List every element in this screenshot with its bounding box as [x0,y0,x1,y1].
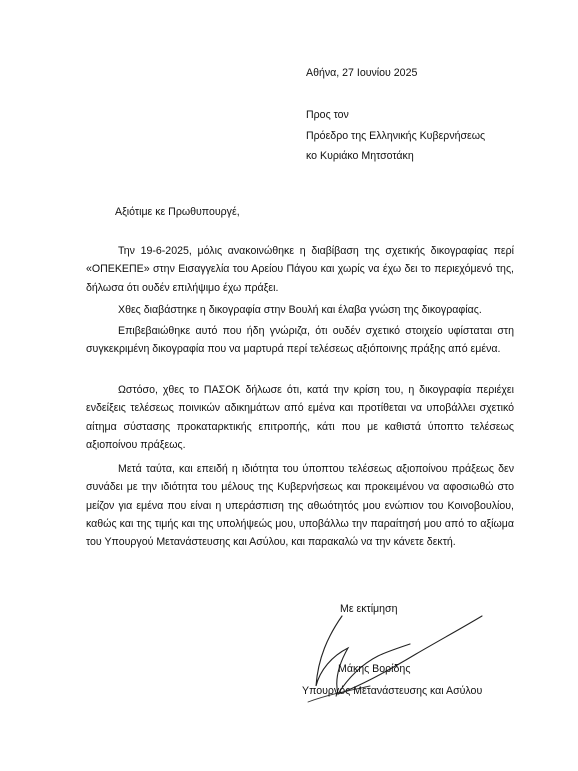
salutation: Αξιότιμε κε Πρωθυπουργέ, [115,206,240,218]
body-paragraph-3: Επιβεβαιώθηκε αυτό που ήδη γνώριζα, ότι ουδέν σχετικό στοιχείο υφίσταται στη συγκεκριμένη δικογραφία που να μαρτυρά περί τελέσεως αξιόποινης πράξης από εμένα. [86,325,514,356]
recipient-line-1: Προς τον [306,109,349,121]
signer-name: Μάκης Βορίδης [338,663,411,675]
body-paragraph-4: Ωστόσο, χθες το ΠΑΣΟΚ δήλωσε ότι, κατά την κρίση του, η δικογραφία περιέχει ενδείξεις τελέσεως ποινικών αδικημάτων από εμένα και προτίθεται να υποβάλλει σχετικό αίτημα σύστασης προκαταρκτικής επιτροπής, κάτι που με καθιστά ύποπτο τελέσεως αξιοποίνου πράξεως. [86,384,514,451]
body-paragraph-2: Χθες διαβάστηκε η δικογραφία στην Βουλή και έλαβα γνώση της δικογραφίας. [118,304,482,316]
recipient-line-2: Πρόεδρο της Ελληνικής Κυβερνήσεως [306,130,486,142]
signer-title: Υπουργός Μετανάστευσης και Ασύλου [302,685,483,697]
body-paragraph-5: Μετά ταύτα, και επειδή η ιδιότητα του ύποπτου τελέσεως αξιοποίνου πράξεως δεν συνάδει με την ιδιότητα του μέλους της Κυβερνήσεως και προκειμένου να αφοσιωθώ στο μείζον για εμένα που είναι η υπεράσπιση της αθωότητός μου ενώπιον του Κοινοβουλίου, καθώς και της τιμής και της υπολήψεώς μου, υποβάλλω την παραίτησή μου από το αξίωμα του Υπουργού Μετανάστευσης και Ασύλου, και παρακαλώ να την κάνετε δεκτή. [86,463,514,549]
body-paragraph-1: Την 19-6-2025, μόλις ανακοινώθηκε η διαβίβαση της σχετικής δικογραφίας περί «ΟΠΕΚΕΠΕ» στην Εισαγγελία του Αρείου Πάγου και χωρίς να έχω δει το περιεχόμενό της, δήλωσα ότι ουδέν επιλήψιμο έχω πράξει. [86,245,514,294]
closing: Με εκτίμηση [340,603,398,615]
letter-date: Αθήνα, 27 Ιουνίου 2025 [306,67,418,79]
recipient-line-3: κο Κυριάκο Μητσοτάκη [306,150,414,162]
